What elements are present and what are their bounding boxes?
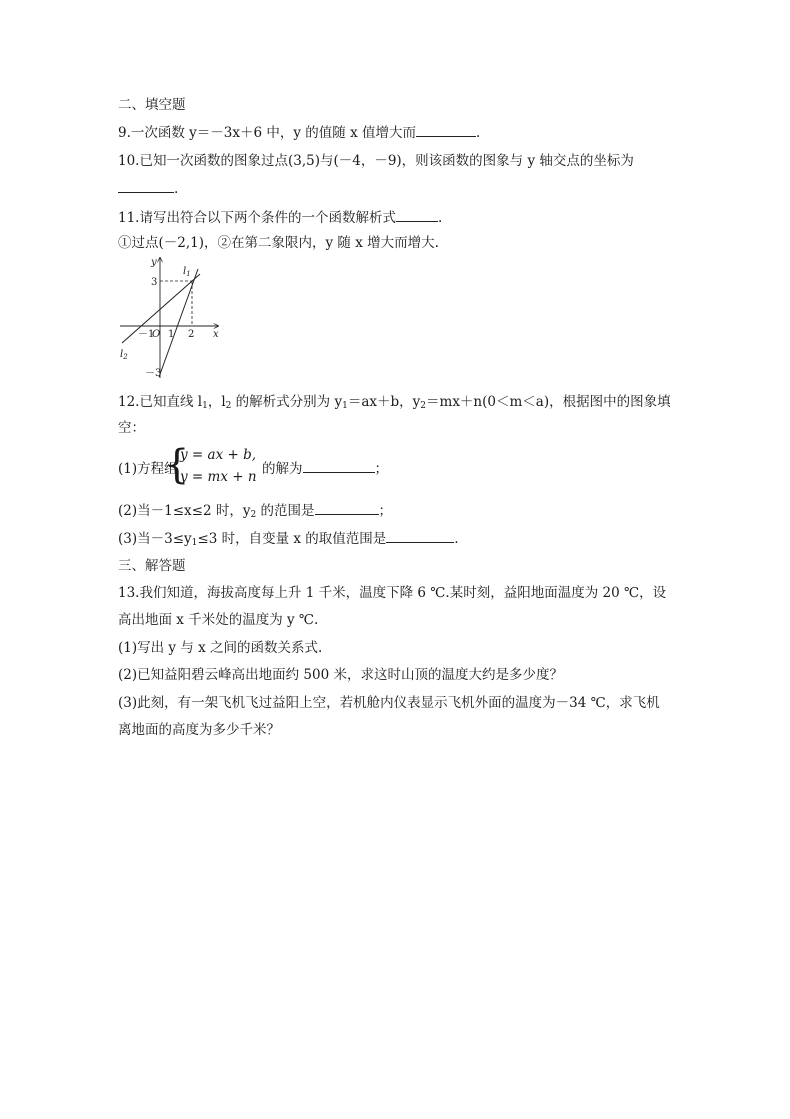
q13-part3-line2: 离地面的高度为多少千米？ — [118, 722, 280, 738]
q13-part2: (2)已知益阳碧云峰高出地面约 500 米，求这时山顶的温度大约是多少度？ — [118, 667, 563, 683]
question-13-line2: 高出地面 x 千米处的温度为 y ℃. — [118, 612, 319, 628]
q11-end: . — [437, 210, 443, 226]
q12-p1-label: (1)方程组 — [118, 461, 178, 477]
q10-end: . — [174, 181, 179, 197]
tick-2: 2 — [188, 329, 195, 340]
q12-p3-answer-blank[interactable] — [386, 528, 454, 543]
y-axis-label: y — [151, 257, 157, 268]
q9-text: 9.一次函数 y＝－3x＋6 中，y 的值随 x 值增大而 — [118, 125, 416, 141]
q12-p1-tail: 的解为 ； — [262, 457, 388, 477]
system-eq1: y = ax + b, — [180, 447, 257, 463]
question-11-line1 — [118, 207, 442, 228]
system-brace: { — [164, 442, 190, 488]
question-12-line2: 空： — [118, 420, 145, 436]
q12-p2-answer-blank[interactable] — [315, 500, 379, 515]
section-3-heading: 三、解答题 — [118, 558, 186, 574]
q12-p1-answer-blank[interactable] — [303, 458, 375, 473]
section-2-heading: 二、填空题 — [118, 97, 186, 113]
q10-answer-blank[interactable] — [118, 178, 174, 193]
q13-part3-line1: (3)此刻，有一架飞机飞过益阳上空，若机舱内仪表显示飞机外面的温度为－34 ℃，求飞机 — [118, 695, 660, 711]
q11-text: 11.请写出符合以下两个条件的一个函数解析式 — [118, 210, 396, 226]
question-9 — [118, 122, 480, 143]
tick-1: 1 — [168, 329, 175, 340]
system-eq2: y = mx + n — [180, 469, 257, 485]
origin-label: O — [152, 329, 161, 340]
tick-neg3: －3 — [145, 368, 162, 379]
question-11-line2: ①过点(－2,1)，②在第二象限内，y 随 x 增大而增大. — [118, 235, 439, 251]
l2-label: $l_2$ — [120, 349, 128, 361]
x-axis-label: x — [213, 329, 219, 340]
l1-label: $l_1$ — [183, 266, 191, 278]
tick-neg1: －1 — [138, 329, 155, 340]
q9-answer-blank[interactable] — [416, 122, 476, 137]
q13-part1: (1)写出 y 与 x 之间的函数关系式. — [118, 640, 323, 656]
tick-3: 3 — [151, 277, 158, 288]
line-graph — [112, 254, 222, 380]
q12-part2: (2)当－1≤x≤2 时，$y_2$ 的范围是 ； — [118, 500, 392, 525]
question-13-line1: 13.我们知道，海拔高度每上升 1 千米，温度下降 6 ℃.某时刻，益阳地面温度为 20 ℃，设 — [118, 585, 667, 601]
question-10-line2 — [118, 178, 178, 199]
question-12-line1: 12.已知直线 $l_1$，$l_2$ 的解析式分别为 $y_1=ax+b$，$y_2=mx+n(0<m<a)$，根据图中的图象填 — [118, 394, 671, 411]
question-10-line1: 10.已知一次函数的图象过点(3,5)与(－4，－9)，则该函数的图象与 y 轴交点的坐标为 — [118, 153, 634, 169]
q11-answer-blank[interactable] — [396, 207, 438, 222]
q9-end: . — [476, 125, 481, 141]
q12-part3: (3)当$-3\le y_1\le 3$ 时，自变量 x 的取值范围是 . — [118, 528, 459, 553]
